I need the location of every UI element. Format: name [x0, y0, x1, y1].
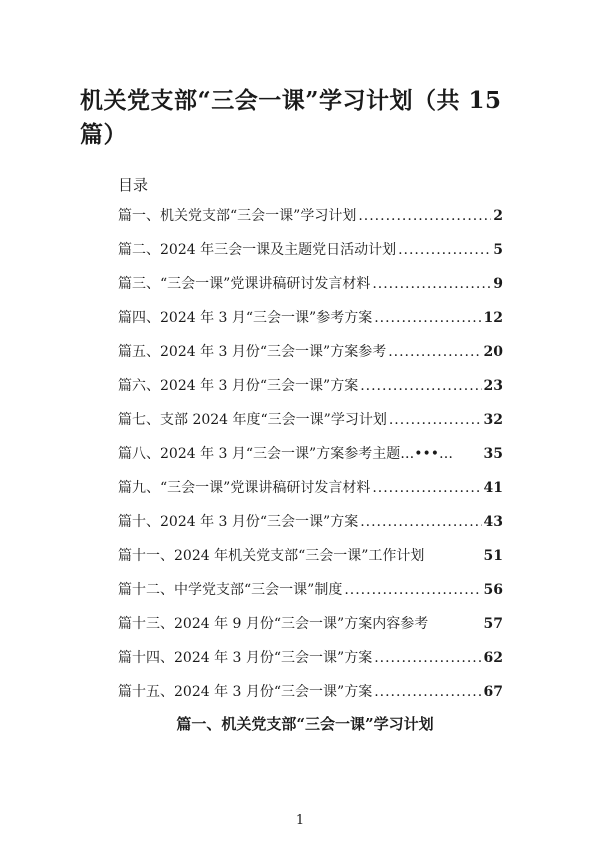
toc-entry-label: 篇六、2024 年 3 月份“三会一课”方案 [118, 378, 359, 394]
toc-entry-label: 篇九、“三会一课”党课讲稿研讨发言材料 [118, 480, 371, 496]
table-of-contents [118, 205, 503, 715]
toc-entry-15[interactable] [118, 681, 503, 715]
toc-entry-label: 篇八、2024 年 3 月“三会一课”方案参考主题…•••… [118, 446, 453, 462]
toc-entry-page: 32 [483, 412, 503, 428]
toc-leader-dots [388, 341, 481, 363]
toc-entry-5[interactable] [118, 341, 503, 375]
toc-leader-dots [389, 409, 482, 431]
toc-entry-page: 62 [483, 650, 503, 666]
toc-entry-7[interactable] [118, 409, 503, 443]
toc-entry-page: 2 [493, 208, 503, 224]
toc-leader-dots [360, 511, 481, 533]
toc-leader-dots [374, 681, 481, 703]
toc-leader-dots [374, 307, 481, 329]
toc-leader-dots [374, 647, 481, 669]
toc-entry-page: 41 [483, 480, 503, 496]
toc-entry-8[interactable] [118, 443, 503, 477]
toc-entry-11[interactable] [118, 545, 503, 579]
toc-entry-page: 5 [493, 242, 503, 258]
document-title: 机关党支部“三会一课”学习计划（共 15 篇） [80, 87, 502, 148]
toc-leader-dots [372, 477, 481, 499]
toc-entry-label: 篇三、“三会一课”党课讲稿研讨发言材料 [118, 276, 371, 292]
toc-entry-label: 篇十三、2024 年 9 月份“三会一课”方案内容参考 [118, 616, 429, 632]
toc-entry-page: 35 [483, 446, 503, 462]
section-heading: 篇一、机关党支部“三会一课”学习计划 [176, 715, 434, 733]
toc-heading: 目录 [118, 176, 149, 194]
toc-entry-13[interactable] [118, 613, 503, 647]
toc-leader-dots [344, 579, 481, 601]
toc-entry-9[interactable] [118, 477, 503, 511]
toc-entry-label: 篇二、2024 年三会一课及主题党日活动计划 [118, 242, 397, 258]
toc-entry-label: 篇十四、2024 年 3 月份“三会一课”方案 [118, 650, 373, 666]
toc-entry-page: 51 [483, 548, 503, 564]
toc-entry-page: 57 [483, 616, 503, 632]
toc-entry-label: 篇四、2024 年 3 月“三会一课”参考方案 [118, 310, 373, 326]
toc-entry-page: 20 [483, 344, 503, 360]
page-number: 1 [295, 813, 305, 828]
toc-entry-label: 篇七、支部 2024 年度“三会一课”学习计划 [118, 412, 387, 428]
toc-entry-12[interactable] [118, 579, 503, 613]
toc-entry-6[interactable] [118, 375, 503, 409]
toc-entry-label: 篇十二、中学党支部“三会一课”制度 [118, 582, 343, 598]
toc-entry-page: 23 [483, 378, 503, 394]
toc-entry-label: 篇十五、2024 年 3 月份“三会一课”方案 [118, 684, 373, 700]
toc-leader-dots [360, 375, 481, 397]
toc-entry-label: 篇十一、2024 年机关党支部“三会一课”工作计划 [118, 548, 425, 564]
toc-leader-dots [372, 273, 491, 295]
toc-entry-1[interactable] [118, 205, 503, 239]
toc-entry-14[interactable] [118, 647, 503, 681]
toc-entry-3[interactable] [118, 273, 503, 307]
toc-entry-page: 56 [483, 582, 503, 598]
toc-leader-dots [358, 205, 491, 227]
toc-entry-10[interactable] [118, 511, 503, 545]
toc-entry-label: 篇一、机关党支部“三会一课”学习计划 [118, 208, 357, 224]
toc-entry-page: 9 [493, 276, 503, 292]
toc-leader-dots [398, 239, 491, 261]
toc-entry-label: 篇十、2024 年 3 月份“三会一课”方案 [118, 514, 359, 530]
toc-entry-4[interactable] [118, 307, 503, 341]
toc-entry-2[interactable] [118, 239, 503, 273]
toc-entry-page: 43 [483, 514, 503, 530]
toc-entry-label: 篇五、2024 年 3 月份“三会一课”方案参考 [118, 344, 387, 360]
toc-entry-page: 67 [483, 684, 503, 700]
toc-entry-page: 12 [483, 310, 503, 326]
